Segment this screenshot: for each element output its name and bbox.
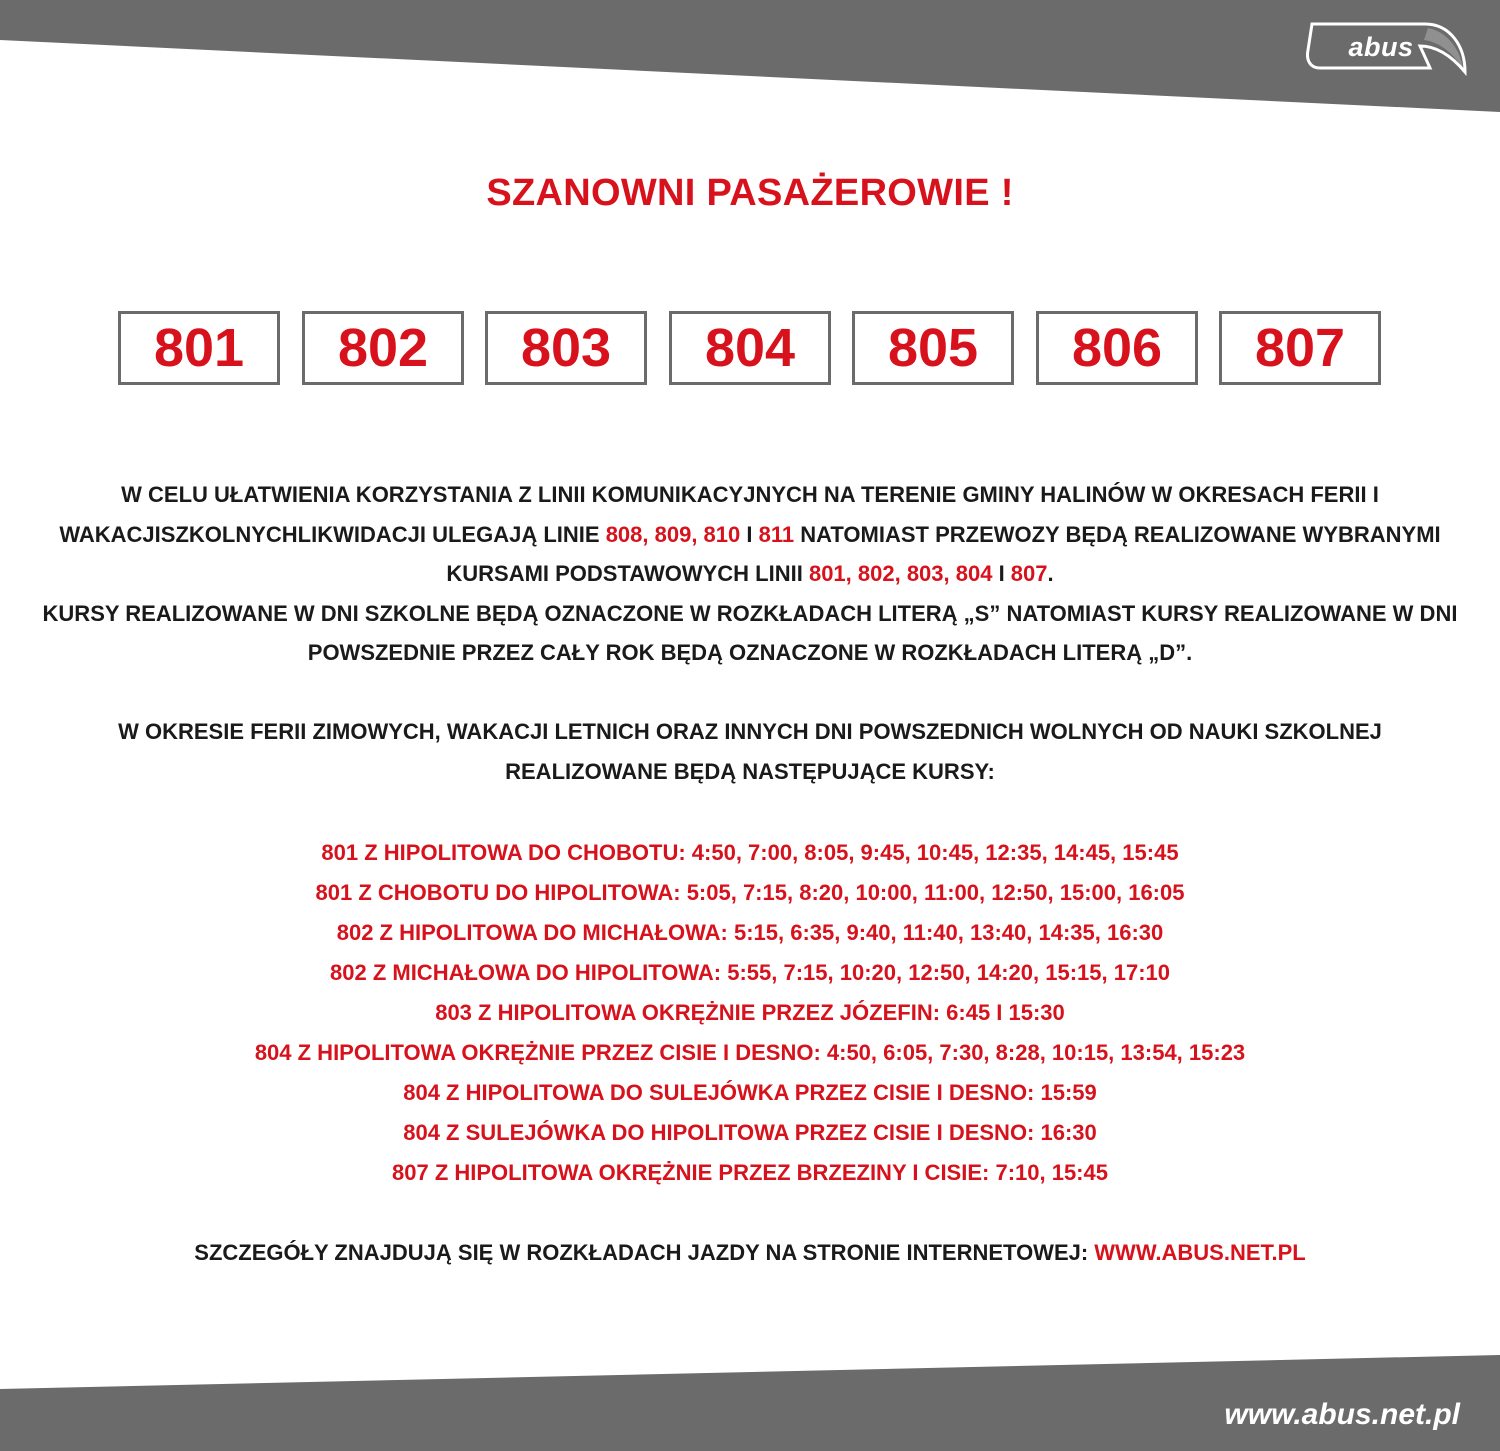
info-paragraph-1 [40, 475, 1460, 594]
line-box-805: 805 [852, 311, 1014, 385]
base-lines-a: 801, 802, 803, 804 [808, 561, 993, 587]
base-lines-b: 807 [1010, 561, 1048, 587]
details-note [40, 1233, 1460, 1273]
schedule-row: 802 Z MICHAŁOWA DO HIPOLITOWA: 5:55, 7:15, 10:20, 12:50, 14:20, 15:15, 17:10 [330, 960, 1170, 985]
details-text: SZCZEGÓŁY ZNAJDUJĄ SIĘ W ROZKŁADACH JAZDY NA STRONIE INTERNETOWEJ: [194, 1240, 1095, 1265]
schedule-list [40, 833, 1460, 1193]
website-link[interactable]: WWW.ABUS.NET.PL [1094, 1240, 1306, 1265]
line-box-802: 802 [302, 311, 464, 385]
schedule-row: 804 Z HIPOLITOWA DO SULEJÓWKA PRZEZ CISIE I DESNO: 15:59 [403, 1080, 1097, 1105]
schedule-row: 801 Z HIPOLITOWA DO CHOBOTU: 4:50, 7:00, 8:05, 9:45, 10:45, 12:35, 14:45, 15:45 [321, 840, 1179, 865]
line-box-801: 801 [118, 311, 280, 385]
schedule-row: 803 Z HIPOLITOWA OKRĘŻNIE PRZEZ JÓZEFIN: 6:45 I 15:30 [435, 1000, 1065, 1025]
info-paragraph-2: KURSY REALIZOWANE W DNI SZKOLNE BĘDĄ OZNACZONE W ROZKŁADACH LITERĄ „S” NATOMIAST KURSY REALIZOWANE W DNI POWSZEDNIE PRZEZ CAŁY ROK BĘDĄ OZNACZONE W ROZKŁADACH LITERĄ „D”. [42, 600, 1458, 666]
line-box-806: 806 [1036, 311, 1198, 385]
info-paragraph-3: W OKRESIE FERII ZIMOWYCH, WAKACJI LETNICH ORAZ INNYCH DNI POWSZEDNICH WOLNYCH OD NAUKI SZKOLNEJ REALIZOWANE BĘDĄ NASTĘPUJĄCE KURSY: [118, 718, 1382, 784]
line-number-list [0, 311, 1500, 385]
page-title: SZANOWNI PASAŻEROWIE ! [486, 172, 1014, 214]
info-text-b: NATOMIAST PRZEWOZY BĘDĄ REALIZOWANE WYBRANYMI KURSAMI PODSTAWOWYCH LINII [446, 521, 1441, 587]
logo-text: abus [1348, 32, 1414, 62]
footer-url[interactable]: www.abus.net.pl [1224, 1398, 1460, 1431]
info-text [40, 475, 1460, 791]
info-text-end: . [1047, 561, 1054, 587]
conjunction: I [740, 521, 759, 547]
schedule-row: 804 Z HIPOLITOWA OKRĘŻNIE PRZEZ CISIE I DESNO: 4:50, 6:05, 7:30, 8:28, 10:15, 13:54, 15:23 [254, 1040, 1246, 1065]
abus-logo [1300, 16, 1470, 76]
info-text-a: W CELU UŁATWIENIA KORZYSTANIA Z LINII KOMUNIKACYJNYCH NA TERENIE GMINY HALINÓW W OKRESACH FERII I WAKACJISZKOLNYCHLIKWIDACJI ULEGAJĄ LINIE [59, 482, 1379, 547]
schedule-row: 801 Z CHOBOTU DO HIPOLITOWA: 5:05, 7:15, 8:20, 10:00, 11:00, 12:50, 15:00, 16:05 [315, 880, 1185, 905]
conjunction: I [992, 561, 1011, 587]
line-box-804: 804 [669, 311, 831, 385]
schedule-row: 807 Z HIPOLITOWA OKRĘŻNIE PRZEZ BRZEZINY I CISIE: 7:10, 15:45 [392, 1160, 1108, 1185]
schedule-row: 804 Z SULEJÓWKA DO HIPOLITOWA PRZEZ CISIE I DESNO: 16:30 [403, 1120, 1097, 1145]
line-box-803: 803 [485, 311, 647, 385]
schedule-row: 802 Z HIPOLITOWA DO MICHAŁOWA: 5:15, 6:35, 9:40, 11:40, 13:40, 14:35, 16:30 [336, 920, 1164, 945]
removed-lines-b: 811 [758, 521, 795, 547]
top-banner [0, 0, 1500, 120]
removed-lines-a: 808, 809, 810 [605, 521, 741, 547]
line-box-807: 807 [1219, 311, 1381, 385]
